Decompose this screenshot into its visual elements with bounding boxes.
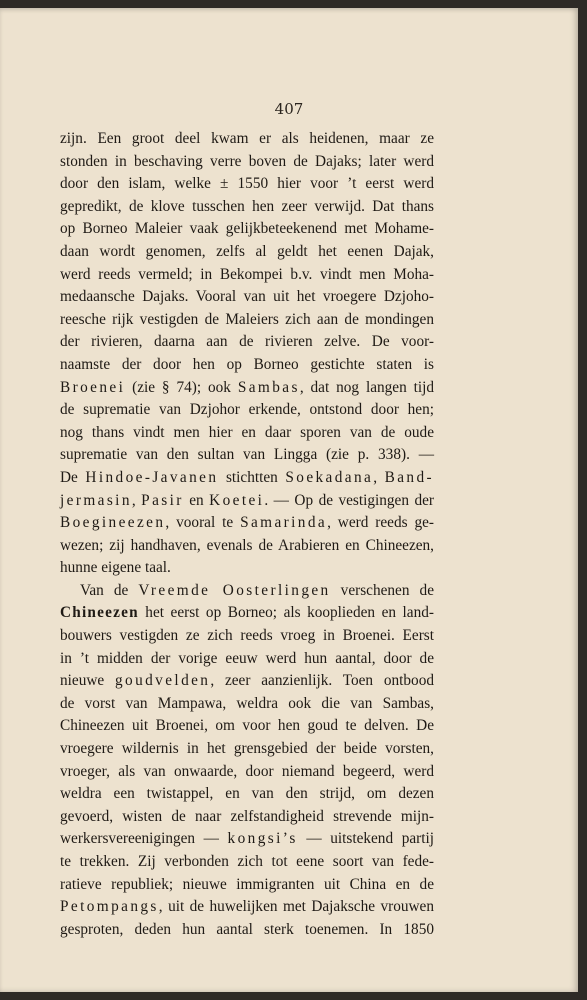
text-line	[60, 196, 434, 219]
text-run: reesche rijk vestigden de Maleiers zich aan de mondingen	[60, 310, 434, 328]
text-run: Chineezen uit Broenei, om voor hen goud te delven. De	[60, 717, 434, 735]
body-text	[60, 128, 434, 941]
spaced-term: kongsi’s	[227, 830, 298, 848]
spaced-term: Soekadana	[285, 468, 374, 486]
text-run: suprematie van den sultan van Lingga (zie p. 338). —	[60, 446, 434, 464]
text-run: wezen; zij handhaven, evenals de Arabieren en Chineezen,	[60, 536, 434, 554]
text-line	[60, 670, 434, 693]
spaced-term: Hindoe-Javanen	[85, 468, 219, 486]
text-run: in ’t midden der vorige eeuw werd hun aantal, door de	[60, 649, 434, 667]
spaced-term: goudvelden	[114, 672, 211, 690]
text-run: hunne eigene taal.	[60, 559, 171, 577]
text-line	[60, 490, 434, 513]
text-run: naamste der door hen op Borneo gestichte staten is	[60, 355, 434, 373]
text-line	[60, 467, 434, 490]
text-line	[60, 625, 434, 648]
text-line	[60, 422, 434, 445]
text-line	[60, 309, 434, 332]
text-run: , vooral te	[165, 514, 241, 532]
text-run: en	[183, 491, 210, 509]
text-line	[60, 851, 434, 874]
text-line	[60, 580, 434, 603]
text-run: daan wordt genomen, zelfs al geldt het eenen Dajak,	[60, 242, 434, 260]
text-line	[60, 512, 434, 535]
text-run: door den islam, welke ± 1550 hier voor ’t eerst werd	[60, 175, 434, 193]
text-run: , dat nog langen tijd	[299, 378, 434, 396]
text-run: te trekken. Zij verbonden zich tot eene soort van fede-	[60, 853, 434, 870]
text-line	[60, 399, 434, 422]
text-run: ,	[373, 468, 385, 486]
text-line	[60, 602, 434, 625]
text-run: — uitstekend partij	[297, 830, 434, 848]
text-line	[60, 377, 434, 400]
text-line	[60, 128, 434, 151]
text-run: Van de	[80, 581, 139, 599]
text-line	[60, 557, 434, 580]
text-line	[60, 241, 434, 264]
text-run: , zeer aanzienlijk. Toen ontbood	[210, 672, 434, 690]
text-line	[60, 919, 434, 942]
text-run: de vorst van Mampawa, weldra ook die van Sambas,	[60, 694, 434, 712]
text-line	[60, 264, 434, 287]
text-run: vroeger, als van onwaarde, door niemand begeerd, werd	[60, 762, 434, 780]
spaced-term: Band-	[384, 468, 434, 486]
spaced-term: Samarinda	[240, 514, 328, 532]
text-run: op Borneo Maleier vaak gelijkbeteekenend met Mohame-	[60, 220, 434, 238]
bold-term: Chineezen	[60, 604, 139, 622]
text-line	[60, 218, 434, 241]
text-run: medaansche Dajaks. Vooral van uit het vroegere Dzjoho-	[60, 288, 434, 306]
text-line	[60, 761, 434, 784]
text-run: ratieve republiek; nieuwe immigranten uit China en de	[60, 875, 434, 893]
page-number: 407	[274, 100, 304, 118]
spaced-term: Vreemde Oosterlingen	[138, 581, 331, 599]
text-run: werd reeds vermeld; in Bekompei b.v. vindt men Moha-	[60, 265, 434, 283]
spaced-term: Boegineezen	[60, 514, 166, 532]
text-run: stonden in beschaving verre boven de Dajaks; later werd	[60, 152, 434, 170]
text-run: werkersvereenigingen —	[60, 830, 228, 848]
text-run: gesproten, deden hun aantal sterk toenemen. In 1850	[60, 920, 434, 938]
spaced-term: Broenei	[60, 378, 126, 396]
text-line	[60, 331, 434, 354]
spaced-term: Sambas	[237, 378, 300, 396]
text-line	[60, 783, 434, 806]
text-line	[60, 828, 434, 851]
text-run: vroegere wildernis in het grensgebied der beide vorsten,	[60, 740, 434, 758]
text-run: gevoerd, wisten de naar zelfstandigheid strevende mijn-	[60, 807, 434, 825]
text-run: nieuwe	[60, 672, 115, 690]
text-line	[60, 896, 434, 919]
text-line	[60, 715, 434, 738]
spaced-term: Pasir	[141, 491, 184, 509]
text-run: de suprematie van Dzjohor erkende, ontstond door hen;	[60, 401, 434, 419]
text-line	[60, 286, 434, 309]
text-line	[60, 444, 434, 467]
text-line	[60, 648, 434, 671]
text-line	[60, 151, 434, 174]
text-run: nog thans vindt men hier en daar sporen van de oude	[60, 423, 434, 441]
spaced-term: Petompangs	[60, 898, 159, 916]
text-line	[60, 173, 434, 196]
text-line	[60, 806, 434, 829]
text-run: zijn. Een groot deel kwam er als heidenen, maar ze	[60, 130, 434, 147]
spaced-term: Koetei	[209, 491, 265, 509]
book-page	[0, 8, 578, 992]
text-run: gepredikt, de klove tusschen hen zeer verwijd. Dat thans	[60, 197, 434, 215]
spaced-term: jermasin	[60, 491, 132, 509]
text-run: stichtten	[218, 468, 286, 486]
text-run: (zie § 74); ook	[125, 378, 238, 396]
text-run: . — Op de vestigingen der	[264, 491, 434, 509]
text-line	[60, 738, 434, 761]
text-run: bouwers vestigden ze zich reeds vroeg in Broenei. Eerst	[60, 627, 434, 645]
text-line	[60, 354, 434, 377]
text-run: , werd reeds ge-	[327, 514, 434, 532]
text-run: verschenen de	[330, 581, 434, 599]
text-run: De	[60, 468, 86, 486]
text-line	[60, 535, 434, 558]
text-run: der rivieren, daarna aan de rivieren zelve. De voor-	[60, 333, 434, 351]
text-line	[60, 693, 434, 716]
text-run: ,	[131, 491, 142, 509]
text-run: het eerst op Borneo; als kooplieden en land-	[138, 604, 434, 622]
text-run: , uit de huwelijken met Dajaksche vrouwen	[158, 898, 434, 916]
text-run: weldra een twistappel, en van den strijd, om dezen	[60, 785, 434, 803]
text-line	[60, 874, 434, 897]
